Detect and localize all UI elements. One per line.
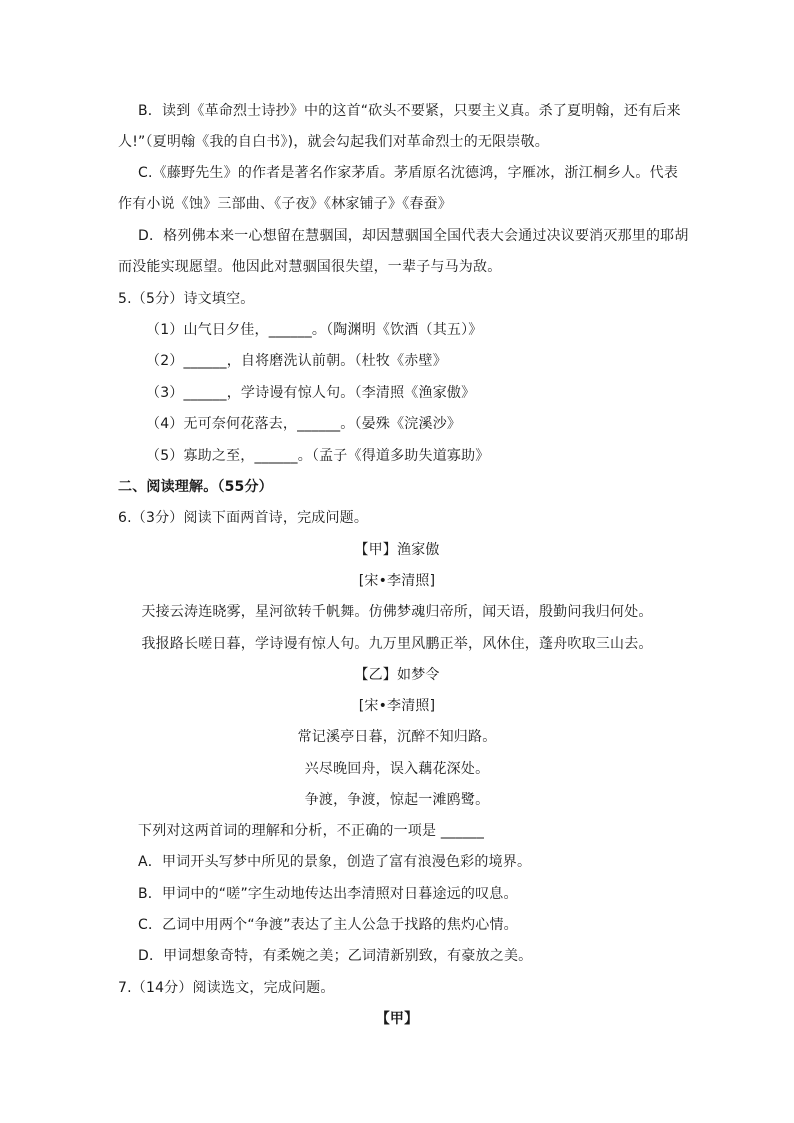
section-heading: 二、阅读理解。（55分） bbox=[118, 479, 273, 495]
q5-item-1: （1）山气日夕佳，______。（陶渊明《饮酒（其五）》 bbox=[146, 322, 483, 338]
poem-yi-line-2: 兴尽晚回舟，误入藕花深处。 bbox=[304, 761, 490, 777]
q5-item-3: （3）______，学诗谩有惊人句。（李清照《渔家傲》 bbox=[146, 385, 476, 401]
q5-item-2: （2）______，自将磨洗认前朝。（杜牧《赤壁》 bbox=[146, 353, 447, 369]
poem-yi-author: [宋•李清照] bbox=[358, 698, 436, 714]
q6-stem: 6.（3分）阅读下面两首诗，完成问题。 bbox=[118, 510, 369, 526]
q5-item-5: （5）寡助之至，______。（孟子《得道多助失道寡助》 bbox=[146, 448, 490, 464]
q4-option-c-line1: C.《藤野先生》的作者是著名作家茅盾。茅盾原名沈德鸿，字雁冰，浙江桐乡人。代表 bbox=[138, 165, 679, 181]
poem-jia-author: [宋•李清照] bbox=[358, 573, 436, 589]
q7-sub-title: 【甲】 bbox=[375, 1011, 419, 1027]
poem-jia-line-2: 我报路长嗟日暮，学诗谩有惊人句。九万里风鹏正举，风休住，蓬舟吹取三山去。 bbox=[141, 636, 653, 652]
q6-option-d: D．甲词想象奇特，有柔婉之美；乙词清新别致，有豪放之美。 bbox=[138, 948, 533, 964]
q4-option-b-line1: B．读到《革命烈士诗抄》中的这首“砍头不要紧，只要主义真。杀了夏明翰，还有后来 bbox=[138, 103, 681, 119]
poem-yi-line-1: 常记溪亭日暮，沉醉不知归路。 bbox=[297, 729, 497, 745]
q4-option-d-line2: 而没能实现愿望。他因此对慧骃国很失望，一辈子与马为敌。 bbox=[118, 259, 502, 275]
q4-option-c-line2: 作有小说《蚀》三部曲、《子夜》《林家铺子》《春蚕》 bbox=[118, 196, 452, 212]
q5-stem: 5.（5分）诗文填空。 bbox=[118, 291, 255, 307]
q6-option-a: A．甲词开头写梦中所见的景象，创造了富有浪漫色彩的境界。 bbox=[138, 854, 532, 870]
q6-option-b: B．甲词中的“嗟”字生动地传达出李清照对日暮途远的叹息。 bbox=[138, 886, 518, 902]
q5-item-4: （4）无可奈何花落去，______。（晏殊《浣溪沙》 bbox=[146, 416, 462, 432]
q6-question: 下列对这两首词的理解和分析，不正确的一项是 ______ bbox=[138, 823, 485, 839]
q6-option-c: C．乙词中用两个“争渡”表达了主人公急于找路的焦灼心情。 bbox=[138, 917, 518, 933]
poem-jia-line-1: 天接云涛连晓雾，星河欲转千帆舞。仿佛梦魂归帝所，闻天语，殷勤问我归何处。 bbox=[141, 604, 653, 620]
poem-jia-title: 【甲】渔家傲 bbox=[354, 542, 440, 558]
q7-stem: 7.（14分）阅读选文，完成问题。 bbox=[118, 980, 335, 996]
q4-option-d-line1: D．格列佛本来一心想留在慧骃国，却因慧骃国全国代表大会通过决议要消灭那里的耶胡 bbox=[138, 228, 689, 244]
poem-yi-title: 【乙】如梦令 bbox=[354, 667, 440, 683]
poem-yi-line-3: 争渡，争渡，惊起一滩鸥鹭。 bbox=[304, 792, 490, 808]
q4-option-b-line2: 人!”（夏明翰《我的自白书》)，就会勾起我们对革命烈士的无限崇敬。 bbox=[118, 134, 549, 150]
